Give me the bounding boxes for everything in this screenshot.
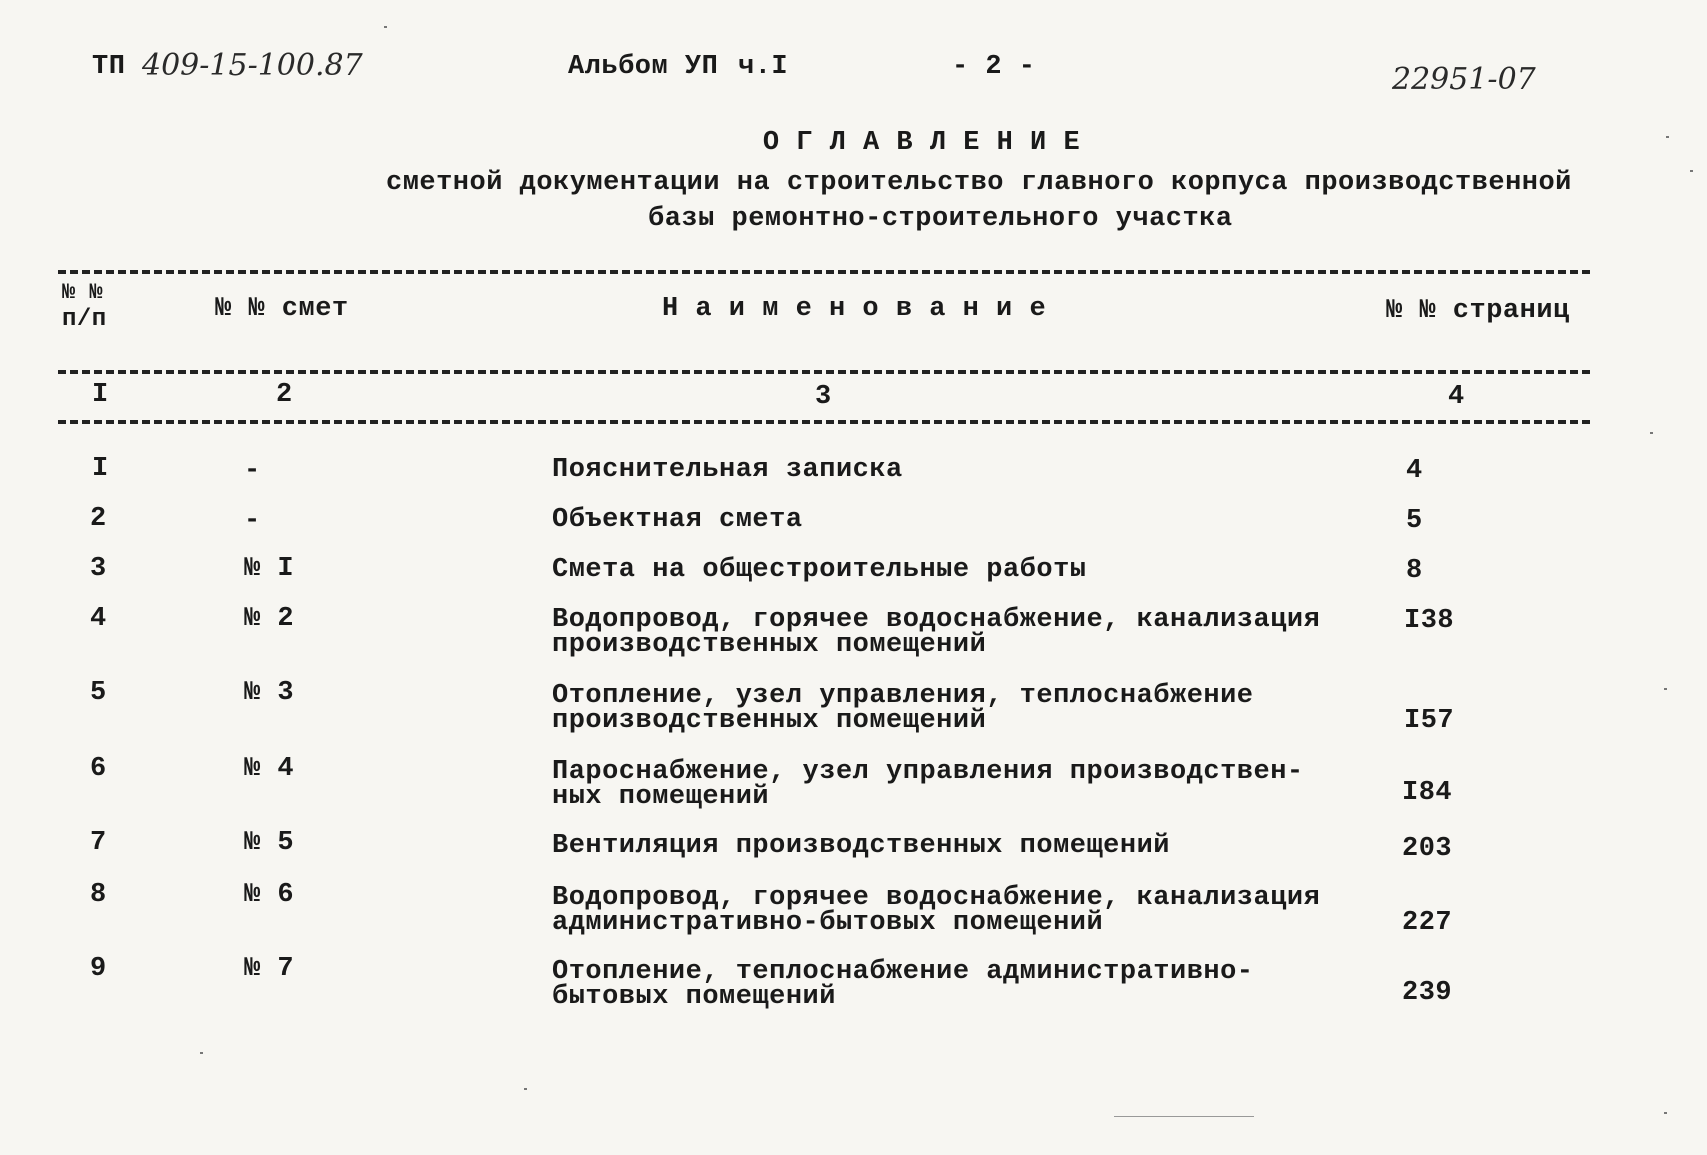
row-page: I57: [1404, 706, 1455, 736]
row-page: I38: [1404, 606, 1455, 636]
row-name-line1: Водопровод, горячее водоснабжение, канализация: [552, 883, 1321, 913]
row-number: 4: [90, 604, 107, 634]
document-title: О Г Л А В Л Е Н И Е: [762, 128, 1081, 158]
scan-speck: [1664, 688, 1667, 690]
scan-speck: [384, 26, 387, 28]
row-name-line1: Водопровод, горячее водоснабжение, канализация: [552, 605, 1321, 635]
scan-speck: [1114, 1116, 1254, 1117]
row-name-line1: Пояснительная записка: [552, 455, 903, 485]
row-smeta: № 5: [244, 828, 295, 858]
row-name-line1: Объектная смета: [552, 505, 803, 535]
row-name-line2: административно-бытовых помещений: [552, 908, 1104, 938]
header-col-num-line1: № №: [62, 280, 104, 305]
scan-speck: [1690, 170, 1693, 172]
tp-label: ТП: [92, 52, 126, 82]
scan-speck: [1666, 136, 1669, 138]
row-name-line1: Отопление, узел управления, теплоснабжение: [552, 681, 1254, 711]
row-name-line2: бытовых помещений: [552, 982, 836, 1012]
page-number: - 2 -: [952, 52, 1036, 82]
row-page: 8: [1406, 556, 1423, 586]
row-number: 5: [90, 678, 107, 708]
row-name-line1: Смета на общестроительные работы: [552, 555, 1087, 585]
row-smeta: № 3: [244, 678, 295, 708]
column-number-3: 3: [815, 382, 832, 412]
column-number-4: 4: [1448, 382, 1465, 412]
row-page: 4: [1406, 456, 1423, 486]
album-label: Альбом УП: [568, 52, 719, 82]
row-name-line1: Вентиляция производственных помещений: [552, 831, 1170, 861]
header-col-smeta: № № смет: [215, 294, 349, 324]
row-number: I: [92, 454, 109, 484]
row-name-line1: Отопление, теплоснабжение административно-: [552, 957, 1254, 987]
header-col-pages: № № страниц: [1386, 296, 1570, 326]
scan-speck: [524, 1088, 527, 1090]
row-number: 2: [90, 504, 107, 534]
row-name-line2: производственных помещений: [552, 630, 987, 660]
row-number: 9: [90, 954, 107, 984]
scan-speck: [1664, 1112, 1667, 1114]
row-page: 203: [1402, 834, 1453, 864]
row-number: 7: [90, 828, 107, 858]
row-name-line1: Пароснабжение, узел управления производствен-: [552, 757, 1304, 787]
column-numbers-rule: [58, 420, 1590, 424]
row-number: 8: [90, 880, 107, 910]
document-subtitle-line1: сметной документации на строительство главного корпуса производственной: [386, 168, 1572, 198]
header-col-name: Н а и м е н о в а н и е: [662, 294, 1047, 324]
scan-speck: [200, 1052, 203, 1054]
row-page: I84: [1402, 778, 1453, 808]
header-bottom-rule: [58, 370, 1590, 374]
column-number-2: 2: [276, 380, 293, 410]
row-smeta: № I: [244, 554, 295, 584]
row-smeta: № 7: [244, 954, 295, 984]
row-smeta: № 2: [244, 604, 295, 634]
row-name-line2: производственных помещений: [552, 706, 987, 736]
tp-number: 409-15-100.87: [142, 48, 363, 83]
row-number: 3: [90, 554, 107, 584]
row-smeta: -: [244, 506, 261, 536]
row-smeta: № 4: [244, 754, 295, 784]
row-name-line2: ных помещений: [552, 782, 770, 812]
header-col-num-line2: п/п: [62, 306, 107, 333]
row-page: 227: [1402, 908, 1453, 938]
registry-number: 22951-07: [1392, 62, 1536, 97]
row-smeta: № 6: [244, 880, 295, 910]
part-label: ч.I: [738, 52, 789, 82]
row-smeta: -: [244, 456, 261, 486]
scan-speck: [1650, 432, 1653, 434]
row-page: 5: [1406, 506, 1423, 536]
row-page: 239: [1402, 978, 1453, 1008]
row-number: 6: [90, 754, 107, 784]
column-number-1: I: [92, 380, 109, 410]
table-top-rule: [58, 270, 1590, 274]
document-subtitle-line2: базы ремонтно-строительного участка: [648, 204, 1233, 234]
